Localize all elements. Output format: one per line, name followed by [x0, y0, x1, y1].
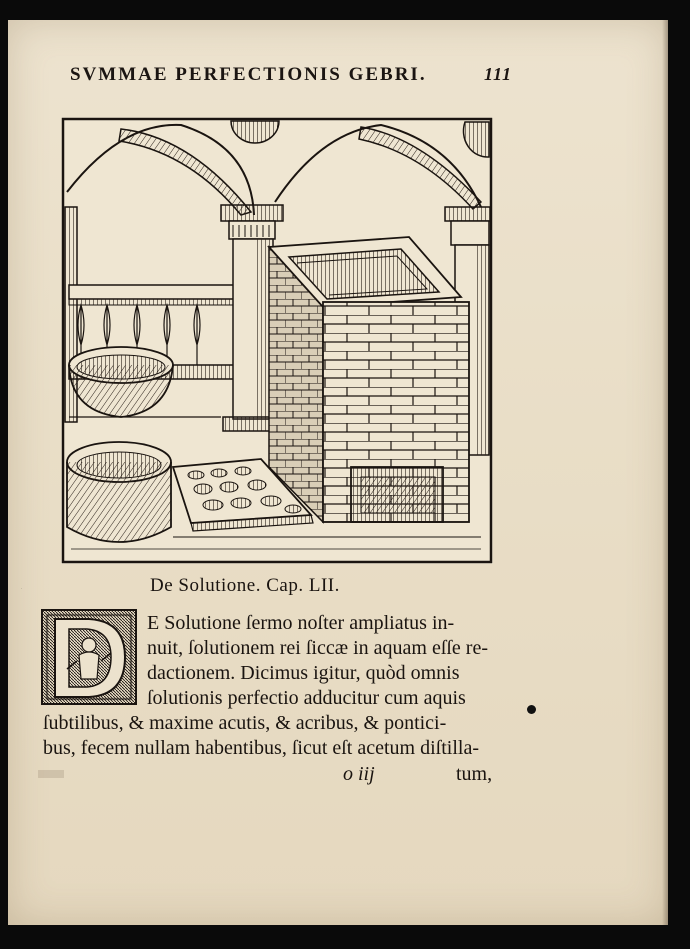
body-line: E Solutione ſermo noſter ampliatus in- — [147, 612, 455, 634]
page-edge-shadow — [662, 20, 668, 925]
ink-smudge — [38, 770, 64, 778]
body-line: dactionem. Dicimus igitur, quòd omnis — [147, 662, 460, 684]
woodcut-illustration — [61, 117, 493, 564]
signature-mark: o iij — [343, 763, 375, 785]
ink-spot — [527, 705, 536, 714]
body-line: ſolutionis perfectio adducitur cum aquis — [147, 687, 466, 709]
page-number: 111 — [484, 64, 513, 84]
catchword: tum, — [456, 763, 493, 785]
body-line: bus, fecem nullam habentibus, ſicut eſt acetum diſtilla- — [43, 737, 479, 759]
body-line: nuit, ſolutionem rei ſiccæ in aquam eſſe re- — [147, 637, 489, 659]
initial-letter: D — [21, 589, 22, 590]
chapter-caption: De Solutione. Cap. LII. — [150, 575, 340, 596]
decorated-initial — [21, 589, 137, 705]
body-line: ſubtilibus, & maxime acutis, & acribus, & pontici- — [43, 712, 447, 734]
running-head: SVMMAE PERFECTIONIS GEBRI. — [70, 64, 427, 85]
